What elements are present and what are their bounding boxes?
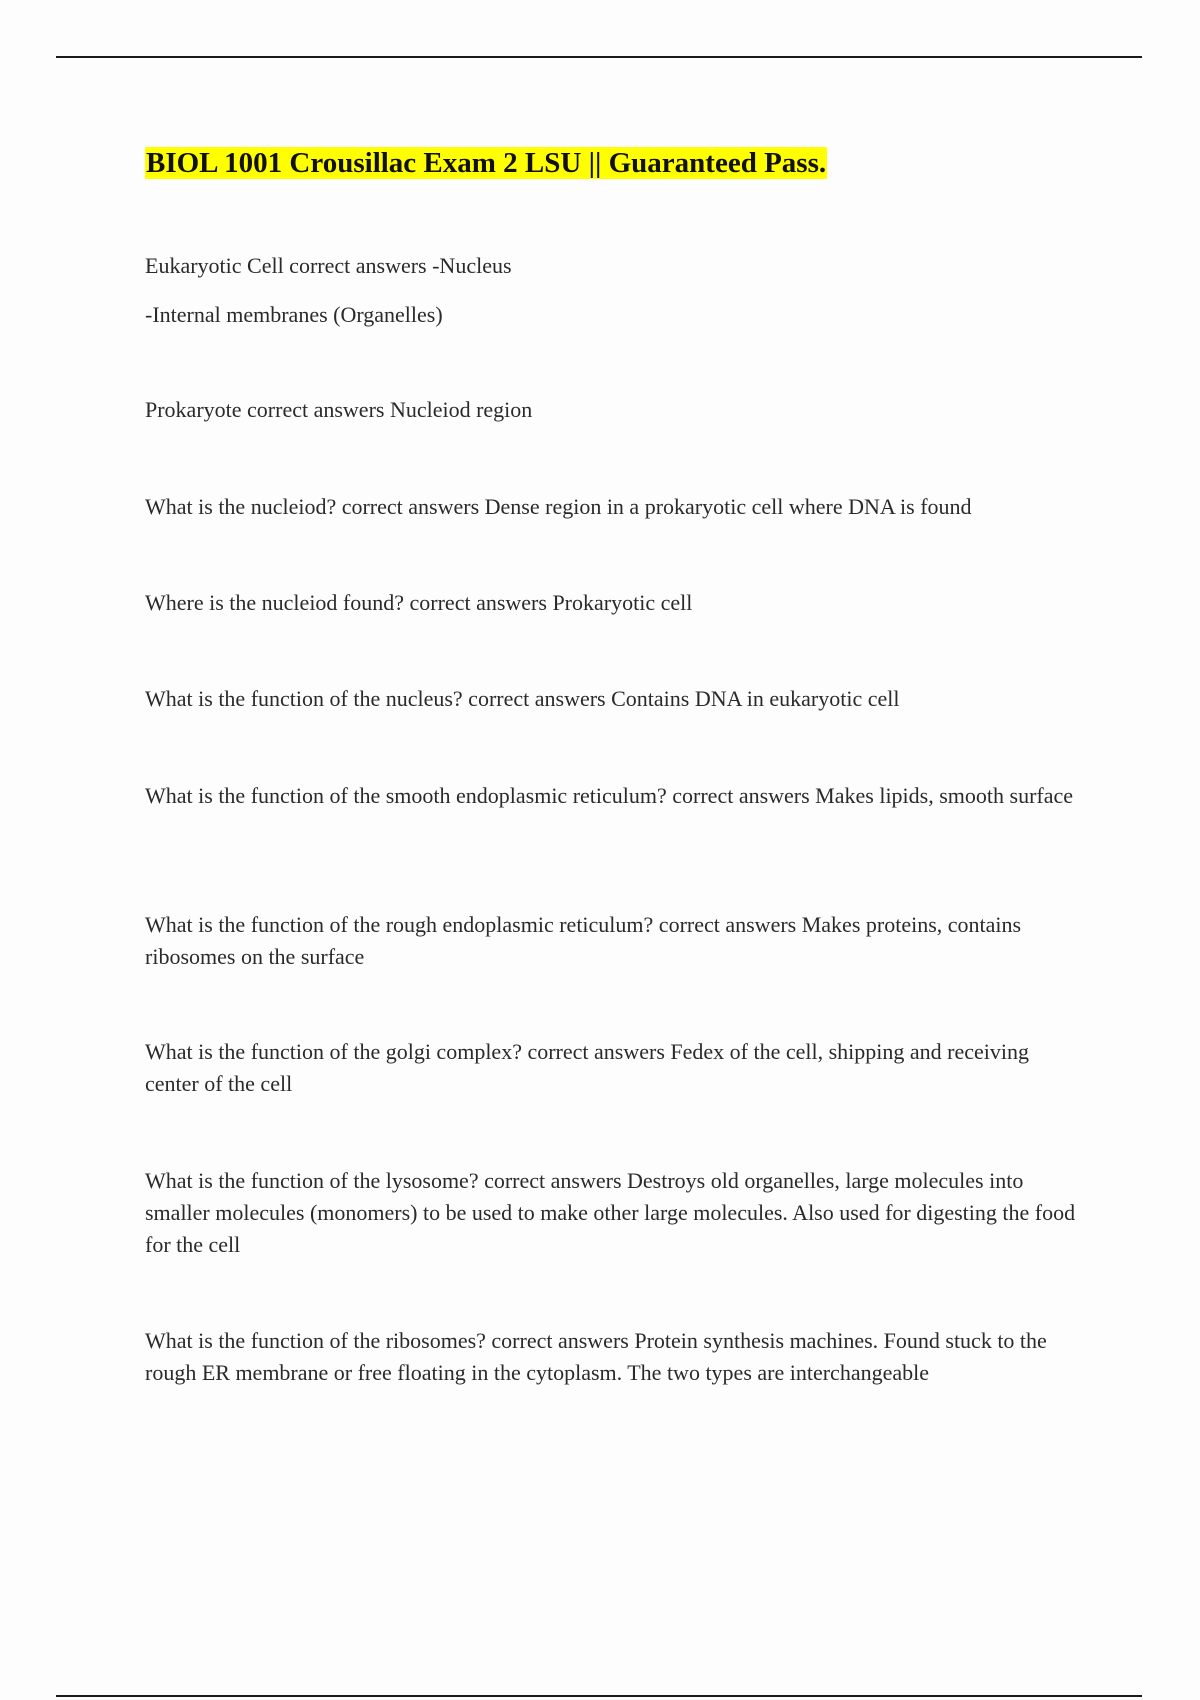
qa-item-lysosome: What is the function of the lysosome? correct answers Destroys old organelles, large molecules into smaller molecules (monomers) to be used to make other large molecules. Also used for digesting the food for the cell bbox=[145, 1168, 1076, 1257]
qa-item-nucleus: What is the function of the nucleus? correct answers Contains DNA in eukaryotic cell bbox=[145, 686, 900, 711]
footer-rule bbox=[56, 1695, 1142, 1697]
qa-item-prokaryote: Prokaryote correct answers Nucleiod region bbox=[145, 397, 533, 422]
qa-item-golgi-complex: What is the function of the golgi complex? correct answers Fedex of the cell, shipping and receiving center of the cell bbox=[145, 1039, 1029, 1096]
qa-item-rough-er: What is the function of the rough endoplasmic reticulum? correct answers Makes proteins, contains ribosomes on the surface bbox=[145, 912, 1022, 969]
qa-item-smooth-er: What is the function of the smooth endoplasmic reticulum? correct answers Makes lipids, smooth surface bbox=[145, 783, 1074, 808]
qa-line: -Internal membranes (Organelles) bbox=[145, 302, 443, 327]
qa-item-nucleiod: What is the nucleiod? correct answers Dense region in a prokaryotic cell where DNA is found bbox=[145, 494, 972, 519]
document-title bbox=[145, 143, 827, 183]
qa-line: Eukaryotic Cell correct answers -Nucleus bbox=[145, 253, 512, 278]
qa-item-eukaryotic-cell bbox=[145, 250, 1080, 331]
title-highlight: BIOL 1001 Crousillac Exam 2 LSU || Guaranteed Pass. bbox=[146, 147, 827, 179]
header-rule bbox=[56, 56, 1142, 58]
qa-item-ribosomes: What is the function of the ribosomes? correct answers Protein synthesis machines. Found stuck to the rough ER membrane or free floating in the cytoplasm. The two types are interchangeable bbox=[145, 1328, 1047, 1385]
qa-item-nucleiod-location: Where is the nucleiod found? correct answers Prokaryotic cell bbox=[145, 590, 693, 615]
